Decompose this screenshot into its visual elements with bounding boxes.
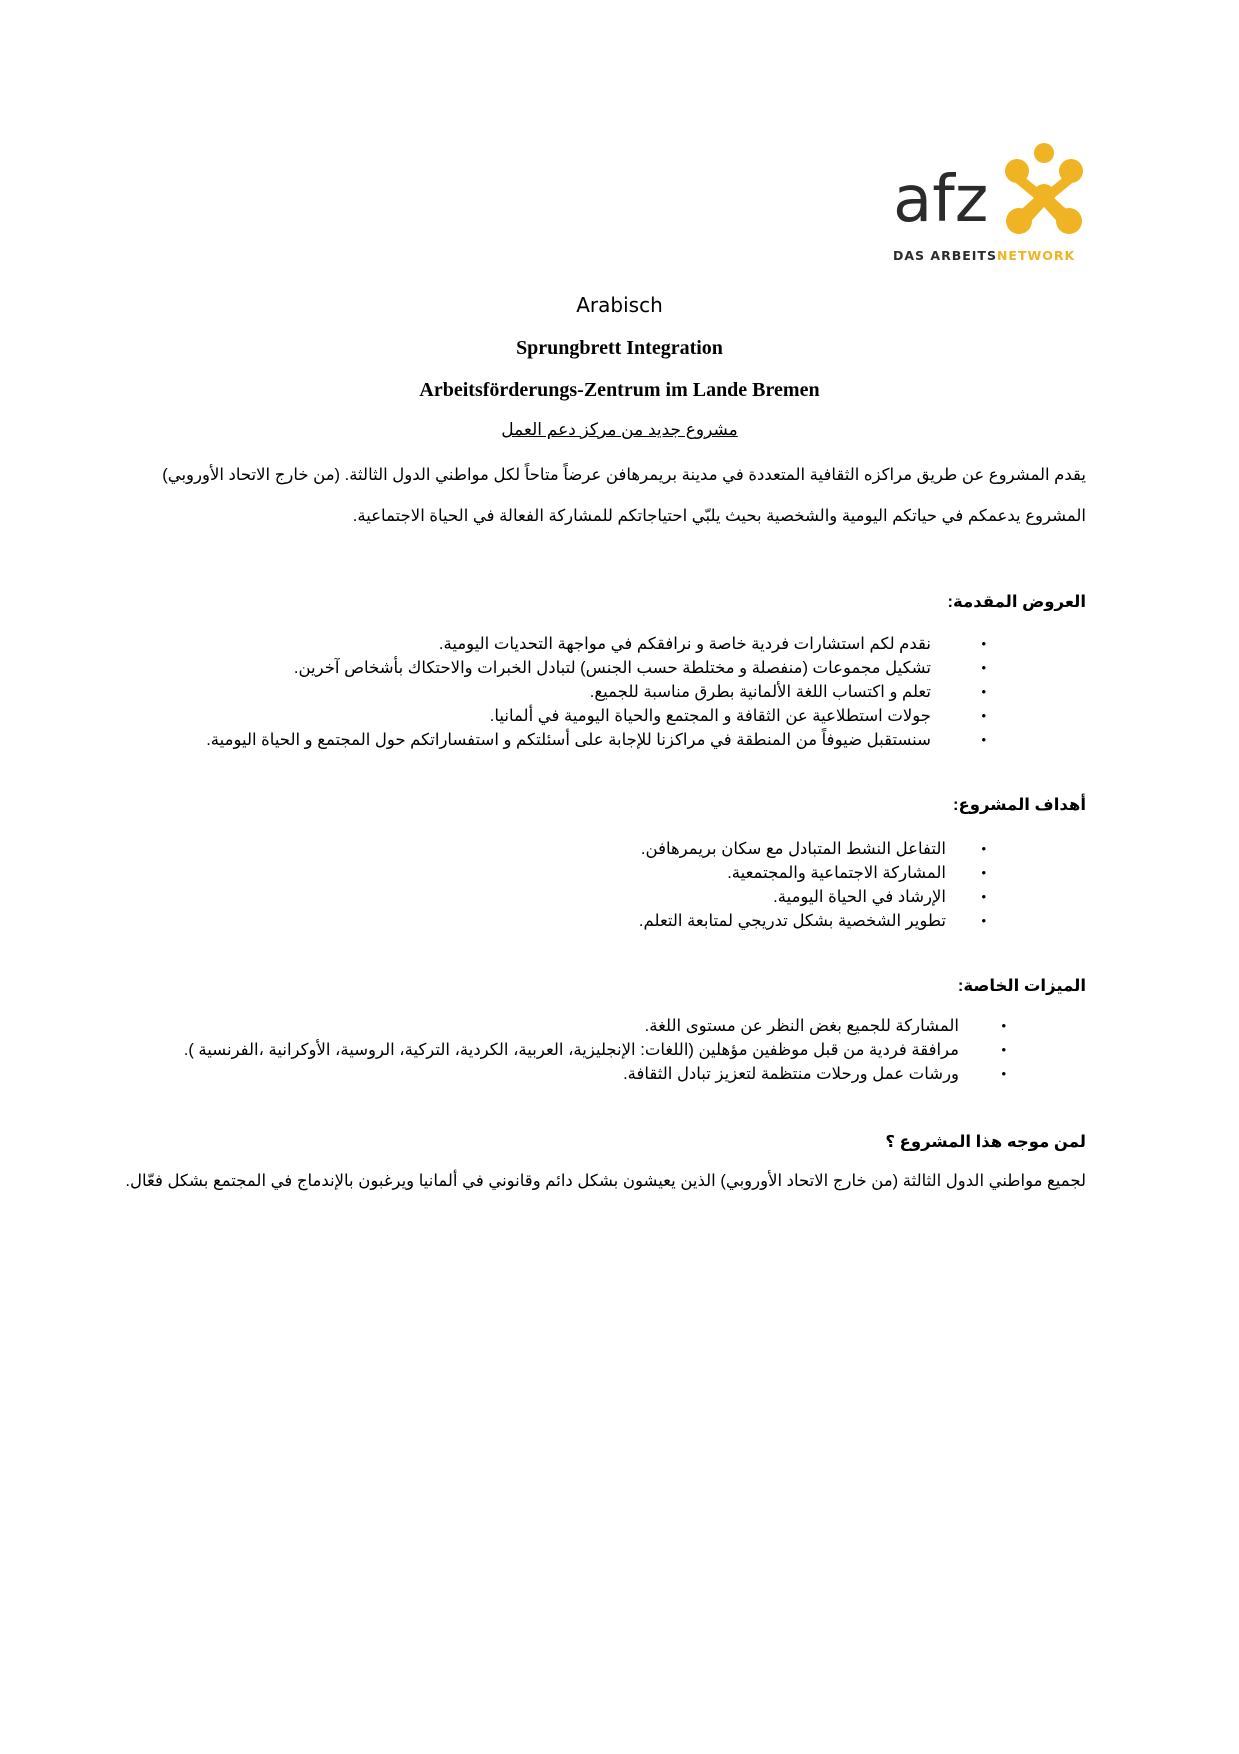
section-heading-offers: العروض المقدمة:	[947, 593, 1086, 611]
logo-tagline	[893, 248, 1075, 263]
section-heading-audience: لمن موجه هذا المشروع ؟	[885, 1133, 1086, 1151]
list-item-text: سنستقبل ضيوفاً من المنطقة في مراكزنا للإجابة على أسئلتكم و استفساراتكم حول المجتمع و الحياة اليومية.	[206, 731, 931, 749]
section-heading-goals: أهداف المشروع:	[952, 796, 1086, 814]
list-item-text: التفاعل النشط المتبادل مع سكان بريمرهافن.	[640, 840, 946, 858]
list-item	[206, 656, 986, 680]
logo-tagline-main: DAS ARBEITS	[893, 248, 997, 263]
list-item-text: الإرشاد في الحياة اليومية.	[773, 888, 946, 906]
bullet: •	[981, 889, 986, 904]
offers-list	[206, 632, 986, 752]
list-item	[206, 728, 986, 752]
organization-title: Arbeitsförderungs-Zentrum im Lande Bremen	[419, 379, 820, 401]
intro-paragraph-2: المشروع يدعمكم في حياتكم اليومية والشخصية بحيث يلبّي احتياجاتكم للمشاركة الفعالة في الحياة الاجتماعية.	[352, 507, 1086, 525]
list-item-text: المشاركة للجميع بغض النظر عن مستوى اللغة.	[644, 1017, 959, 1035]
bullet: •	[981, 865, 986, 880]
list-item-text: مرافقة فردية من قبل موظفين مؤهلين (اللغات: الإنجليزية، العربية، الكردية، التركية، الروسية، الأوكرانية ،الفرنسية ).	[183, 1041, 959, 1059]
list-item	[639, 885, 986, 909]
bullet: •	[981, 841, 986, 856]
list-item-text: ورشات عمل ورحلات منتظمة لتعزيز تبادل الثقافة.	[623, 1065, 959, 1083]
audience-paragraph: لجميع مواطني الدول الثالثة (من خارج الاتحاد الأوروبي) الذين يعيشون بشكل دائم وقانوني في ألمانيا ويرغبون بالإندماج في المجتمع بشكل فعّال.	[125, 1172, 1086, 1190]
document-subtitle: مشروع جديد من مركز دعم العمل	[501, 420, 738, 439]
logo-cross-icon	[1003, 143, 1085, 243]
list-item	[183, 1038, 1006, 1062]
list-item	[184, 1014, 1006, 1038]
afz-logo	[893, 143, 1093, 268]
logo-tagline-accent: NETWORK	[996, 248, 1076, 263]
list-item	[638, 909, 986, 933]
list-item	[184, 1062, 1006, 1086]
features-list	[183, 1014, 1006, 1086]
bullet: •	[981, 684, 986, 699]
list-item-text: تعلم و اكتساب اللغة الألمانية بطرق مناسبة للجميع.	[589, 683, 931, 701]
bullet: •	[981, 636, 986, 651]
bullet: •	[981, 660, 986, 675]
bullet: •	[981, 913, 986, 928]
intro-paragraph-1: يقدم المشروع عن طريق مراكزه الثقافية المتعددة في مدينة بريمرهافن عرضاً متاحاً لكل مواطني الدول الثالثة. (من خارج الاتحاد الأوروبي)	[162, 466, 1086, 484]
list-item	[206, 704, 986, 728]
list-item-text: تطوير الشخصية بشكل تدريجي لمتابعة التعلم.	[638, 912, 946, 930]
language-label: Arabisch	[576, 293, 663, 317]
list-item	[206, 632, 986, 656]
bullet: •	[1001, 1042, 1006, 1057]
list-item	[206, 680, 986, 704]
list-item-text: جولات استطلاعية عن الثقافة و المجتمع والحياة اليومية في ألمانيا.	[489, 707, 931, 725]
bullet: •	[981, 708, 986, 723]
bullet: •	[1001, 1018, 1006, 1033]
list-item-text: نقدم لكم استشارات فردية خاصة و نرافقكم في مواجهة التحديات اليومية.	[438, 635, 931, 653]
bullet: •	[1001, 1066, 1006, 1081]
bullet: •	[981, 732, 986, 747]
list-item	[639, 861, 986, 885]
list-item-text: تشكيل مجموعات (منفصلة و مختلطة حسب الجنس) لتبادل الخبرات والاحتكاك بأشخاص آخرين.	[293, 659, 931, 677]
document-title: Sprungbrett Integration	[516, 337, 723, 359]
list-item-text: المشاركة الاجتماعية والمجتمعية.	[727, 864, 946, 882]
section-heading-features: الميزات الخاصة:	[957, 977, 1086, 995]
logo-wordmark: afz	[893, 163, 989, 237]
goals-list	[638, 837, 986, 933]
list-item	[639, 837, 986, 861]
